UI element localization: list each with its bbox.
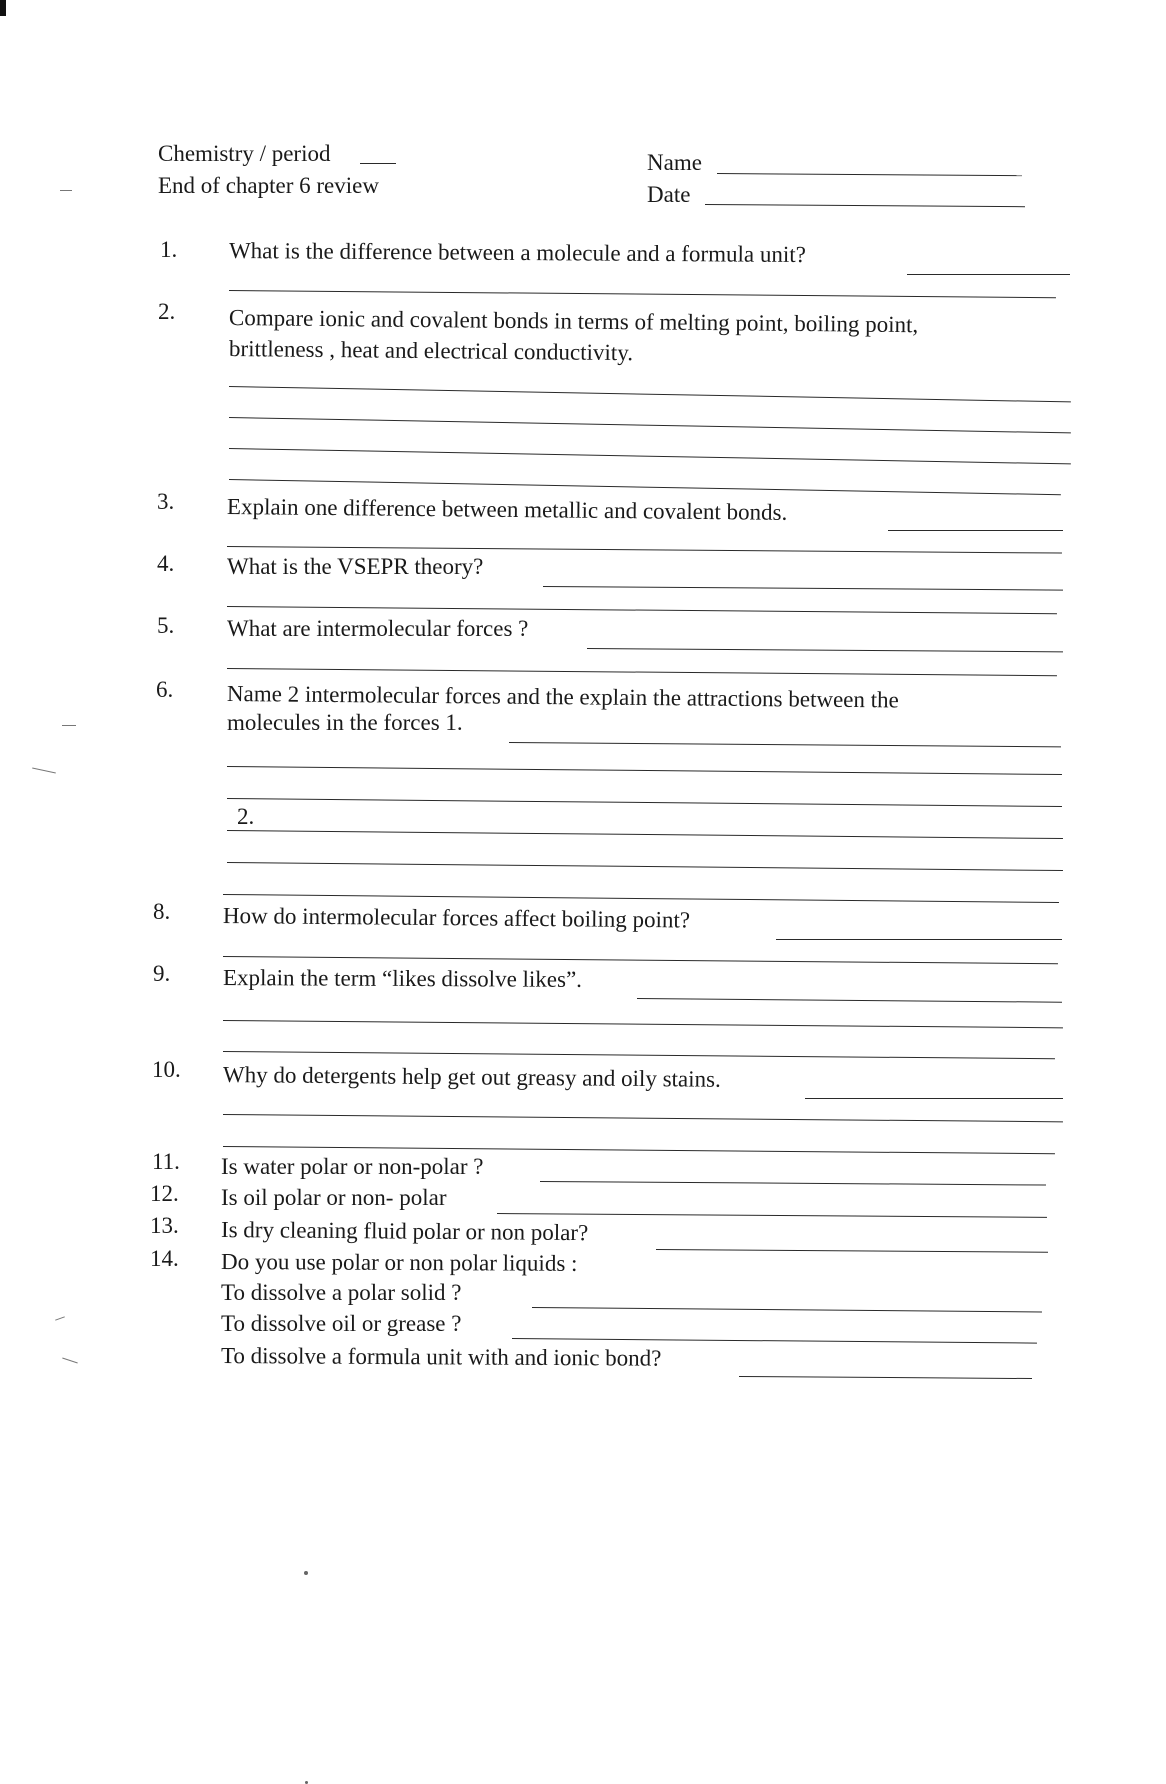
question-13-text: Is dry cleaning fluid polar or non polar? [220,1217,589,1246]
answer-line[interactable] [540,1181,1046,1186]
answer-line[interactable] [227,606,1057,614]
answer-line[interactable] [637,998,1062,1003]
answer-line[interactable] [656,1249,1048,1253]
answer-line[interactable] [776,939,1062,940]
answer-line[interactable] [512,1338,1037,1344]
question-8-text: How do intermolecular forces affect boiling point? [222,903,691,933]
scan-mark [62,725,76,726]
answer-line[interactable] [532,1307,1042,1312]
question-14-text: Do you use polar or non polar liquids : [220,1249,578,1276]
question-14-sub-polar-solid: To dissolve a polar solid ? [221,1280,462,1305]
question-10-text: Why do detergents help get out greasy and oily stains. [222,1062,721,1092]
question-number-8: 8. [153,899,171,924]
date-field-line[interactable] [705,204,1025,207]
answer-line[interactable] [227,862,1063,871]
question-number-14: 14. [150,1246,179,1271]
answer-line[interactable] [227,830,1063,839]
question-14-sub-ionic-bond: To dissolve a formula unit with and ionic bond? [220,1343,662,1371]
date-label: Date [647,182,691,207]
answer-line[interactable] [223,1051,1055,1059]
question-2-text-line2: brittleness , heat and electrical conductivity. [228,336,634,366]
answer-line[interactable] [587,648,1063,652]
answer-line[interactable] [509,742,1061,747]
answer-line[interactable] [229,479,1061,495]
answer-line[interactable] [229,448,1071,464]
question-number-9: 9. [153,961,171,986]
scan-speck [304,1571,308,1575]
scan-edge-mark [0,0,6,16]
question-number-1: 1. [160,237,178,262]
question-6-sub-2: 2. [237,804,255,829]
answer-line[interactable] [888,530,1063,531]
question-number-12: 12. [150,1181,179,1206]
answer-line[interactable] [223,894,1059,903]
name-label: Name [647,150,702,175]
question-11-text: Is water polar or non-polar ? [221,1154,484,1179]
question-number-10: 10. [152,1057,181,1082]
scan-mark [32,768,56,774]
answer-line[interactable] [229,386,1071,402]
question-12-text: Is oil polar or non- polar [221,1185,447,1210]
question-number-5: 5. [157,613,175,638]
question-6-text-line1: Name 2 intermolecular forces and the explain the attractions between the [226,681,899,713]
answer-line[interactable] [223,956,1058,964]
scan-mark [55,1316,65,1320]
question-number-3: 3. [157,489,175,514]
question-14-sub-oil-grease: To dissolve oil or grease ? [221,1311,462,1336]
answer-line[interactable] [227,766,1062,775]
question-6-text-line2: molecules in the forces 1. [227,710,463,735]
period-blank[interactable] [360,163,396,164]
answer-line[interactable] [229,417,1071,433]
answer-line[interactable] [805,1098,1063,1099]
course-period-label: Chemistry / period [158,141,331,166]
answer-line[interactable] [229,290,1056,298]
question-3-text: Explain one difference between metallic and covalent bonds. [226,494,788,525]
answer-line[interactable] [739,1376,1032,1379]
answer-line[interactable] [227,798,1062,807]
question-4-text: What is the VSEPR theory? [227,554,484,579]
answer-line[interactable] [497,1213,1047,1218]
question-5-text: What are intermolecular forces ? [227,616,529,641]
answer-line[interactable] [907,274,1070,275]
scan-mark [62,1358,78,1364]
scan-mark [60,190,72,191]
question-number-4: 4. [157,551,175,576]
answer-line[interactable] [223,1020,1063,1028]
question-number-2: 2. [158,299,176,324]
question-9-text: Explain the term “likes dissolve likes”. [222,965,583,992]
question-number-13: 13. [150,1213,179,1238]
question-number-11: 11. [152,1149,180,1174]
question-2-text-line1: Compare ionic and covalent bonds in terms of melting point, boiling point, [228,305,919,338]
answer-line[interactable] [543,586,1063,591]
answer-line[interactable] [227,668,1057,676]
name-field-line[interactable] [717,173,1022,176]
chapter-review-title: End of chapter 6 review [158,173,379,198]
question-number-6: 6. [156,677,174,702]
question-1-text: What is the difference between a molecule and a formula unit? [228,238,806,268]
answer-line[interactable] [223,1114,1063,1122]
